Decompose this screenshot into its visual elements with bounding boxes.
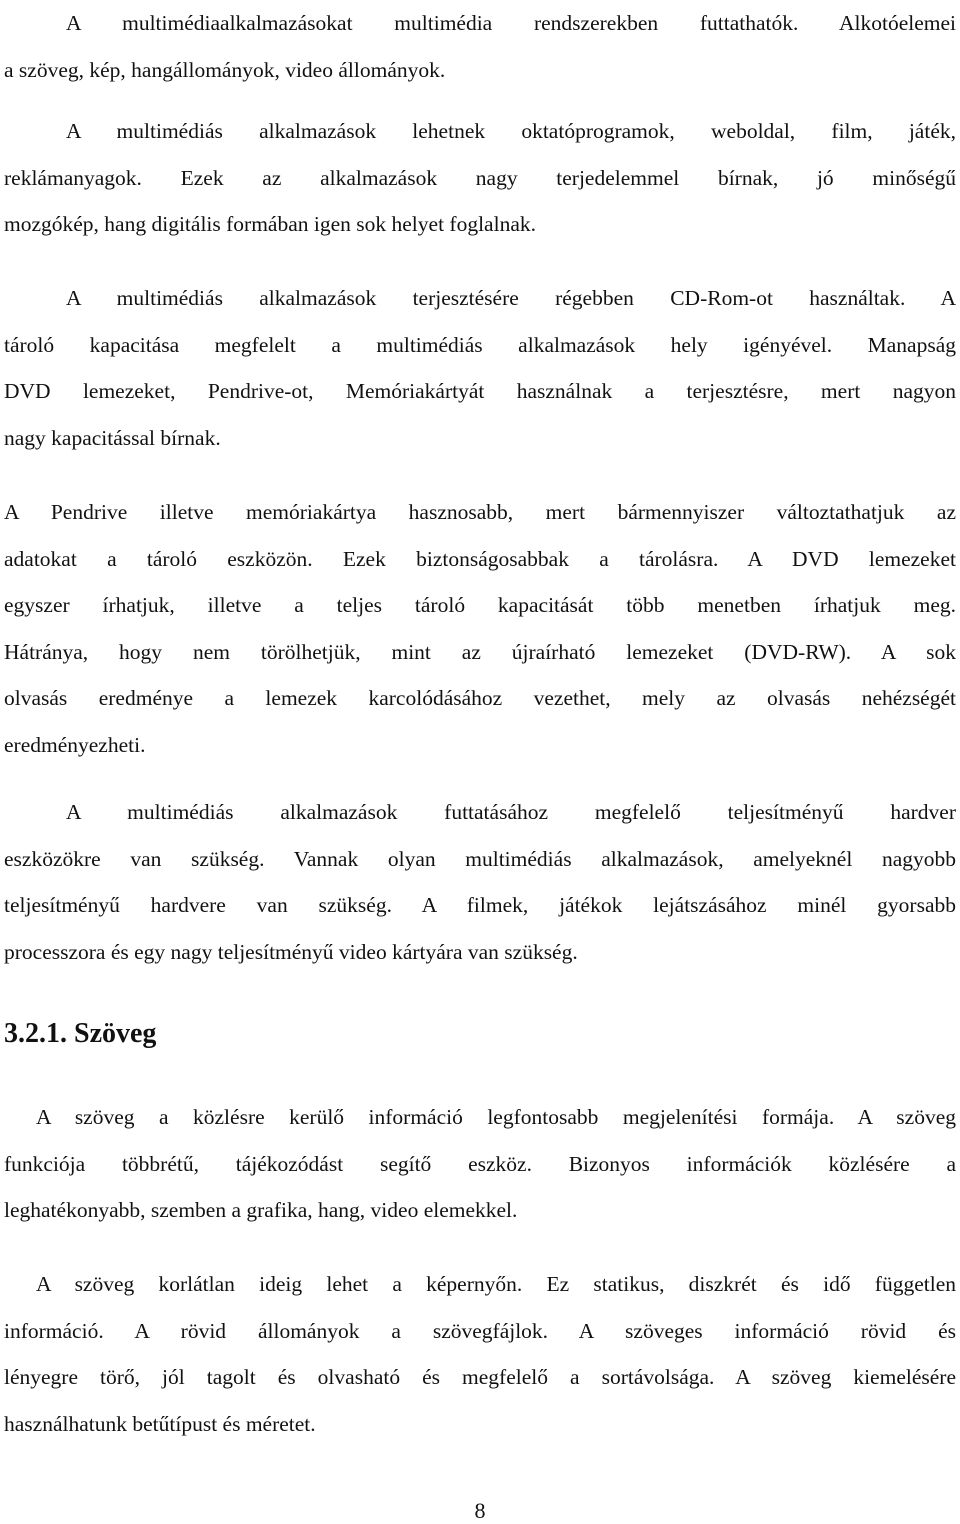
section-paragraph-1 <box>4 1094 956 1234</box>
paragraph-line: A multimédiás alkalmazások futtatásához megfelelő teljesítményű hardver <box>66 800 956 824</box>
paragraph-line: a szöveg, kép, hangállományok, video állományok. <box>4 57 446 82</box>
paragraph-line: leghatékonyabb, szemben a grafika, hang, video elemekkel. <box>4 1198 518 1222</box>
paragraph-line: A szöveg korlátlan ideig lehet a képernyőn. Ez statikus, diszkrét és idő független <box>36 1272 956 1296</box>
paragraph-line: használhatunk betűtípust és méretet. <box>4 1411 316 1436</box>
section-heading: 3.2.1. Szöveg <box>4 1018 157 1049</box>
paragraph-line: nagy kapacitással bírnak. <box>4 425 221 450</box>
paragraph-3 <box>4 275 956 461</box>
paragraph-line: eredményezheti. <box>4 732 146 757</box>
paragraph-line: DVD lemezeket, Pendrive-ot, Memóriakártyát használnak a terjesztésre, mert nagyon <box>4 379 956 403</box>
paragraph-line: tároló kapacitása megfelelt a multimédiás alkalmazások hely igényével. Manapság <box>4 332 956 357</box>
paragraph-line: A multimédiás alkalmazások terjesztésére régebben CD-Rom-ot használtak. A <box>66 286 956 310</box>
paragraph-line: processzora és egy nagy teljesítményű video kártyára van szükség. <box>4 939 578 964</box>
paragraph-5 <box>4 789 956 975</box>
paragraph-line: funkciója többrétű, tájékozódást segítő eszköz. Bizonyos információk közlésére a <box>4 1151 956 1176</box>
paragraph-line: A multimédiás alkalmazások lehetnek oktatóprogramok, weboldal, film, játék, <box>66 119 956 143</box>
paragraph-line: A Pendrive illetve memóriakártya hasznosabb, mert bármennyiszer változtathatjuk az <box>4 500 956 524</box>
paragraph-line: lényegre törő, jól tagolt és olvasható és megfelelő a sortávolsága. A szöveg kiemelésére <box>4 1365 956 1389</box>
paragraph-line: Hátránya, hogy nem törölhetjük, mint az újraírható lemezeket (DVD-RW). A sok <box>4 639 956 664</box>
paragraph-line: A szöveg a közlésre kerülő információ legfontosabb megjelenítési formája. A szöveg <box>36 1105 956 1129</box>
paragraph-line: A multimédiaalkalmazásokat multimédia rendszerekben futtathatók. Alkotóelemei <box>66 11 956 35</box>
paragraph-line: reklámanyagok. Ezek az alkalmazások nagy terjedelemmel bírnak, jó minőségű <box>4 165 956 190</box>
paragraph-line: mozgókép, hang digitális formában igen sok helyet foglalnak. <box>4 212 536 236</box>
paragraph-line: egyszer írhatjuk, illetve a teljes tároló kapacitását több menetben írhatjuk meg. <box>4 593 956 617</box>
section-paragraph-2 <box>4 1261 956 1447</box>
paragraph-line: adatokat a tároló eszközön. Ezek biztonságosabbak a tárolásra. A DVD lemezeket <box>4 546 956 571</box>
paragraph-line: információ. A rövid állományok a szövegfájlok. A szöveges információ rövid és <box>4 1318 956 1343</box>
paragraph-line: eszközökre van szükség. Vannak olyan multimédiás alkalmazások, amelyeknél nagyobb <box>4 846 956 871</box>
paragraph-line: teljesítményű hardvere van szükség. A filmek, játékok lejátszásához minél gyorsabb <box>4 893 956 917</box>
paragraph-line: olvasás eredménye a lemezek karcolódásához vezethet, mely az olvasás nehézségét <box>4 686 956 710</box>
paragraph-1 <box>4 0 956 93</box>
paragraph-2 <box>4 108 956 248</box>
paragraph-4 <box>4 489 956 768</box>
page-number: 8 <box>474 1498 486 1523</box>
